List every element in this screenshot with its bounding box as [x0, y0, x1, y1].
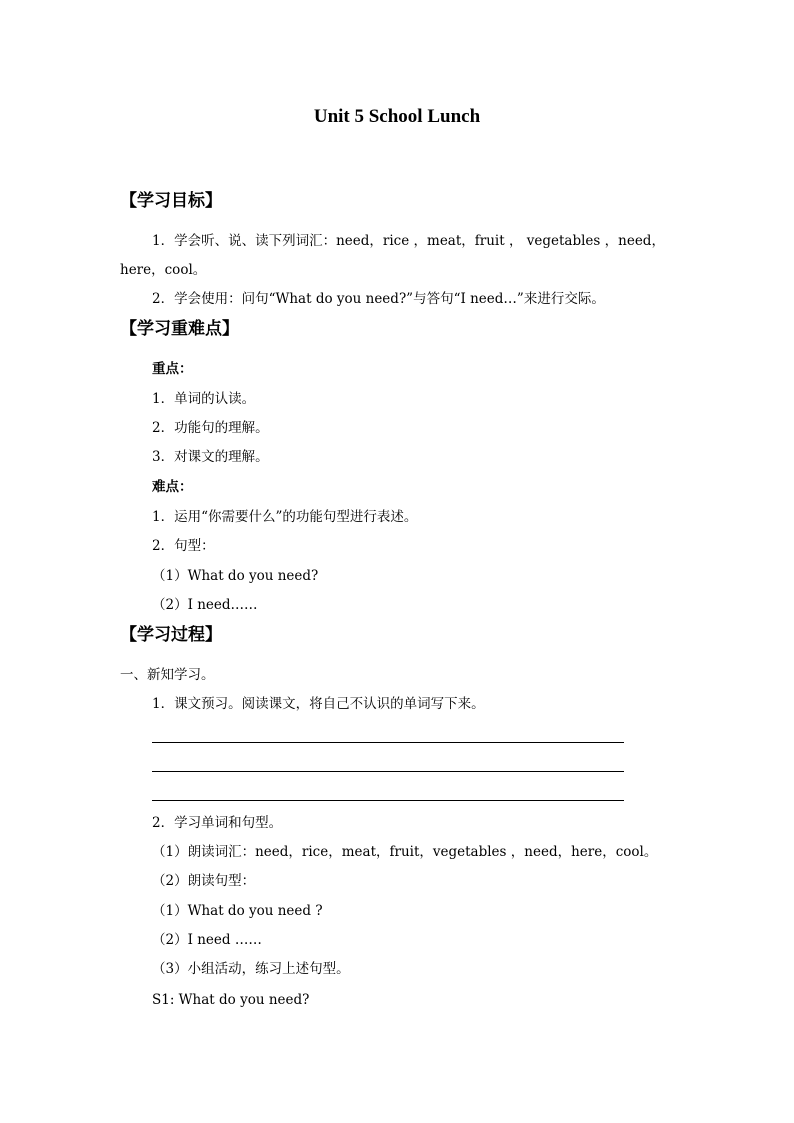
- answer-line: [152, 742, 624, 743]
- sub-step-read-patterns: （2）朗读句型：: [152, 873, 256, 889]
- document-title: Unit 5 School Lunch: [313, 106, 481, 127]
- sentence-pattern: （1）What do you need?: [152, 568, 319, 584]
- objectives-heading: 【学习目标】: [120, 191, 222, 211]
- sentence-pattern: （2）I need ……: [152, 932, 262, 948]
- sub-step-group-activity: （3）小组活动，练习上述句型。: [152, 961, 350, 977]
- focus-label: 重点：: [152, 361, 193, 377]
- key-points-heading: 【学习重难点】: [120, 319, 239, 339]
- focus-item: 2．功能句的理解。: [152, 420, 269, 436]
- section-new-knowledge: 一、新知学习。: [120, 667, 215, 683]
- answer-line: [152, 771, 624, 772]
- process-heading: 【学习过程】: [120, 625, 222, 645]
- difficulty-item: 2．句型：: [152, 538, 215, 554]
- dialog-line: S1: What do you need?: [152, 992, 310, 1008]
- answer-line: [152, 800, 624, 801]
- objective-1-line-1: 1．学会听、说、读下列词汇：need，rice ，meat，fruit ， vegetables ，need，: [152, 233, 665, 249]
- difficulty-label: 难点：: [152, 479, 193, 495]
- focus-item: 3．对课文的理解。: [152, 449, 269, 465]
- sub-step-read-words: （1）朗读词汇：need，rice，meat，fruit，vegetables ，need，here，cool。: [152, 844, 658, 860]
- objective-1-line-2: here，cool。: [120, 262, 207, 278]
- sentence-pattern: （1）What do you need ?: [152, 903, 323, 919]
- step-preview: 1．课文预习。阅读课文，将自己不认识的单词写下来。: [152, 696, 485, 712]
- step-words-patterns: 2．学习单词和句型。: [152, 815, 283, 831]
- sentence-pattern: （2）I need……: [152, 597, 258, 613]
- focus-item: 1．单词的认读。: [152, 391, 256, 407]
- difficulty-item: 1．运用“你需要什么”的功能句型进行表述。: [152, 509, 418, 525]
- objective-2: 2．学会使用：问句“What do you need?”与答句“I need…”来进行交际。: [152, 291, 605, 307]
